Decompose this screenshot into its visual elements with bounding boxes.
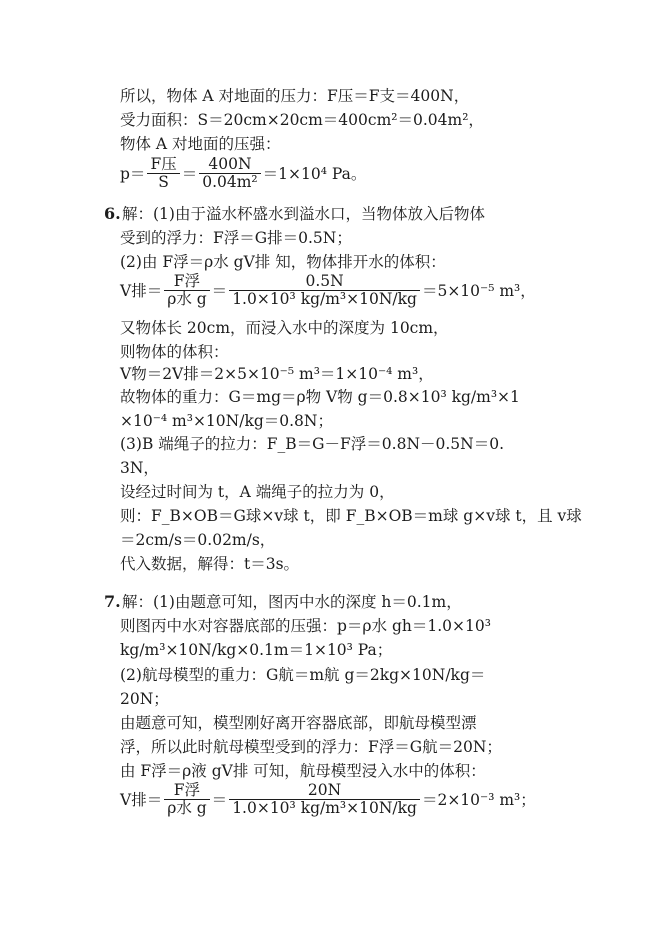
text-line: 解：(1)由于溢水杯盛水到溢水口，当物体放入后物体 <box>122 205 485 223</box>
eq-part: p＝ <box>120 164 146 183</box>
eq-part: ＝ <box>211 790 228 809</box>
question-number: 7. <box>104 592 121 611</box>
text-line: ＝2cm/s＝0.02m/s， <box>120 531 276 549</box>
text-line: 3N， <box>120 459 159 477</box>
numerator: F浮 <box>164 782 209 800</box>
numerator: 0.5N <box>229 273 420 291</box>
text-line: 故物体的重力：G＝mg＝ρ物 V物 g＝0.8×10³ kg/m³×1 <box>120 388 520 406</box>
denominator: 1.0×10³ kg/m³×10N/kg <box>232 799 417 817</box>
fraction <box>147 156 179 191</box>
text-line: 由题意可知，模型刚好离开容器底部，即航母模型漂 <box>120 714 477 732</box>
text-line: (2)由 F浮＝ρ水 gV排 知，物体排开水的体积： <box>120 253 446 271</box>
text-line: V物＝2V排＝2×5×10⁻⁵ m³＝1×10⁻⁴ m³， <box>120 365 434 383</box>
eq-part: V排＝ <box>120 790 163 809</box>
denominator: ρ水 g <box>167 290 207 308</box>
eq-part: ＝2×10⁻³ m³； <box>421 790 536 809</box>
eq-part: ＝ <box>211 281 228 300</box>
text-line: kg/m³×10N/kg×0.1m＝1×10³ Pa； <box>120 641 393 659</box>
fraction <box>229 782 420 817</box>
text-line: 物体 A 对地面的压强： <box>120 135 281 153</box>
text-line: 受力面积：S＝20cm×20cm＝400cm²＝0.04m²， <box>120 111 484 129</box>
text-line: 浮，所以此时航母模型受到的浮力：F浮＝G航＝20N； <box>120 738 502 756</box>
eq-part: ＝5×10⁻⁵ m³， <box>421 281 536 300</box>
denominator: 1.0×10³ kg/m³×10N/kg <box>232 290 417 308</box>
numerator: F浮 <box>164 273 209 291</box>
numerator: 20N <box>229 782 420 800</box>
numerator: F压 <box>147 156 179 174</box>
text-line: 则：F_B×OB＝G球×v球 t，即 F_B×OB＝m球 g×v球 t，且 v球 <box>120 507 582 525</box>
eq-part: V排＝ <box>120 281 163 300</box>
text-line: 由 F浮＝ρ液 gV排 可知，航母模型浸入水中的体积： <box>120 762 486 780</box>
pressure-equation <box>120 156 366 191</box>
volume-equation <box>120 273 536 308</box>
text-line: ×10⁻⁴ m³×10N/kg＝0.8N； <box>120 412 333 430</box>
fraction <box>164 782 209 817</box>
text-line: (3)B 端绳子的拉力：F_B＝G－F浮＝0.8N－0.5N＝0. <box>120 435 505 453</box>
denominator: 0.04m² <box>202 173 258 191</box>
text-line: 设经过时间为 t，A 端绳子的拉力为 0， <box>120 483 395 501</box>
text-line: 20N； <box>120 690 169 708</box>
text-line: (2)航母模型的重力：G航＝m航 g＝2kg×10N/kg＝ <box>120 666 486 684</box>
denominator: S <box>158 173 169 191</box>
fraction <box>199 156 260 191</box>
model-volume-equation <box>120 782 536 817</box>
fraction <box>164 273 209 308</box>
fraction <box>229 273 420 308</box>
eq-part: ＝1×10⁴ Pa。 <box>262 164 367 183</box>
eq-part: ＝ <box>181 164 198 183</box>
text-line: 受到的浮力：F浮＝G排＝0.5N； <box>120 229 352 247</box>
text-line: 解：(1)由题意可知，图丙中水的深度 h＝0.1m， <box>122 593 462 611</box>
text-line: 则物体的体积： <box>120 343 229 361</box>
numerator: 400N <box>199 156 260 174</box>
text-line: 所以，物体 A 对地面的压力：F压＝F支＝400N， <box>120 87 470 105</box>
text-line: 又物体长 20cm，而浸入水中的深度为 10cm， <box>120 319 449 337</box>
text-line: 代入数据，解得：t＝3s。 <box>120 555 300 573</box>
text-line: 则图丙中水对容器底部的压强：p＝ρ水 gh＝1.0×10³ <box>120 617 491 635</box>
question-number: 6. <box>104 204 121 223</box>
denominator: ρ水 g <box>167 799 207 817</box>
